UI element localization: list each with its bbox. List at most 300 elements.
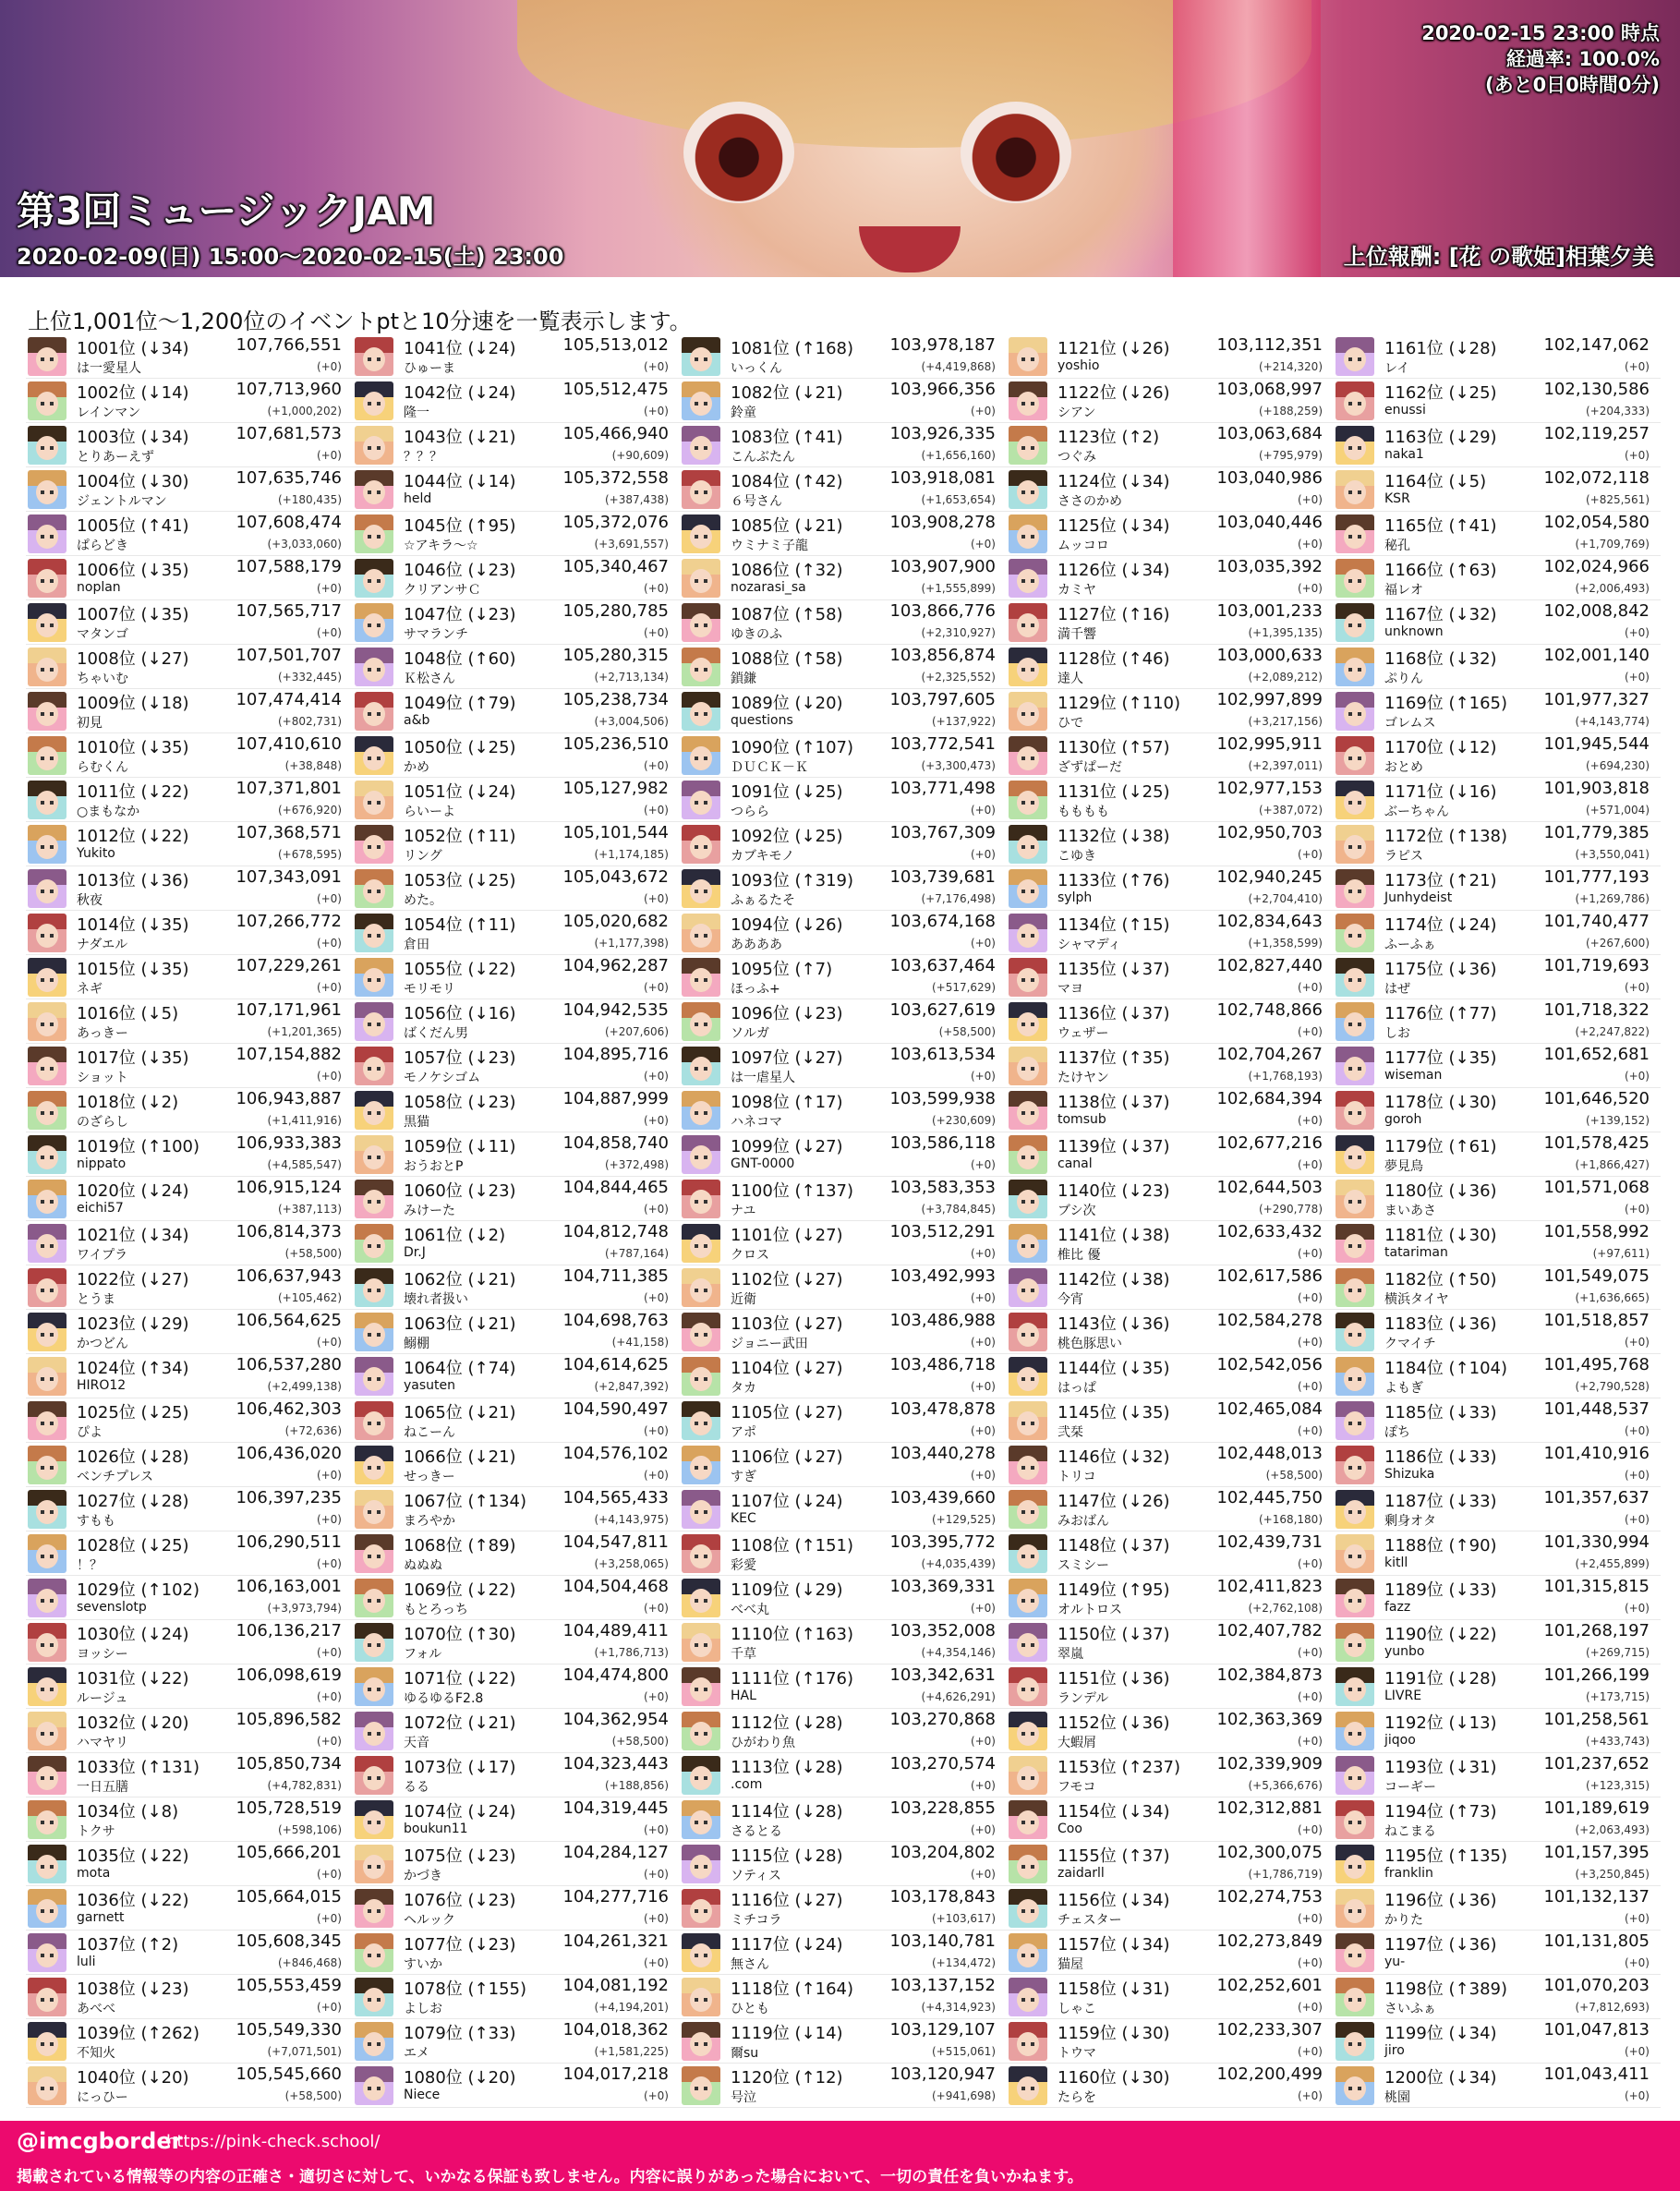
producer-name: KSR	[1384, 491, 1410, 506]
ranking-row	[353, 556, 680, 600]
ten-minute-speed: (+1,581,225)	[594, 2045, 669, 2058]
ten-minute-speed: (+0)	[1297, 2089, 1323, 2102]
ten-minute-speed: (+0)	[643, 360, 669, 373]
rank-label: 1150位 (↓37)	[1058, 1625, 1170, 1644]
idol-avatar-icon	[1009, 603, 1047, 642]
rank-label: 1076位 (↓23)	[404, 1891, 516, 1910]
event-points: 103,613,534	[889, 1045, 996, 1064]
ten-minute-speed: (+0)	[316, 1646, 342, 1659]
ten-minute-speed: (+0)	[1297, 1823, 1323, 1836]
producer-name: もとろっち	[404, 1603, 468, 1617]
ten-minute-speed: (+0)	[970, 1823, 996, 1836]
event-points: 106,933,383	[236, 1133, 342, 1153]
event-points: 107,681,573	[236, 424, 342, 443]
rank-label: 1126位 (↓34)	[1058, 561, 1170, 580]
event-points: 104,576,102	[562, 1444, 669, 1463]
producer-name: ！？	[77, 1558, 103, 1573]
ranking-row	[353, 1398, 680, 1443]
rank-label: 1105位 (↓27)	[731, 1403, 843, 1422]
producer-name: ＤＵＣＫ－Ｋ	[731, 760, 808, 775]
event-points: 101,132,137	[1543, 1887, 1650, 1907]
producer-name: ぬぬぬ	[404, 1558, 442, 1573]
avatar-eyes	[41, 623, 54, 627]
rank-label: 1026位 (↓28)	[77, 1447, 189, 1467]
event-points: 105,553,459	[236, 1976, 342, 1995]
ten-minute-speed: (+678,595)	[277, 848, 342, 861]
ranking-row	[1007, 1975, 1334, 2019]
avatar-eyes	[41, 2087, 54, 2090]
ten-minute-speed: (+0)	[1624, 2089, 1650, 2102]
event-points: 103,908,278	[889, 513, 996, 532]
ranking-row	[1334, 600, 1661, 645]
producer-name: かめ	[404, 760, 429, 775]
idol-avatar-icon	[1336, 1623, 1374, 1662]
event-points: 103,866,776	[889, 601, 996, 621]
rank-label: 1117位 (↓24)	[731, 1935, 843, 1955]
ten-minute-speed: (+598,106)	[277, 1823, 342, 1836]
ranking-row	[680, 1709, 1007, 1753]
ten-minute-speed: (+103,617)	[931, 1912, 996, 1925]
idol-avatar-icon	[682, 914, 720, 952]
producer-name: べべ丸	[731, 1603, 769, 1617]
avatar-eyes	[1021, 490, 1034, 494]
event-points: 101,777,193	[1543, 867, 1650, 887]
ranking-row	[353, 1088, 680, 1132]
producer-name: unknown	[1384, 624, 1444, 639]
producer-name: しゃこ	[1058, 2002, 1096, 2016]
ten-minute-speed: (+4,585,547)	[267, 1158, 342, 1171]
producer-name: 鈴童	[731, 406, 756, 420]
avatar-eyes	[41, 890, 54, 893]
ranking-row	[26, 822, 353, 866]
rank-label: 1070位 (↑30)	[404, 1625, 516, 1644]
ten-minute-speed: (+0)	[970, 1380, 996, 1393]
producer-name: まろやか	[404, 1514, 455, 1529]
event-points: 105,238,734	[562, 690, 669, 709]
ranking-row	[1334, 1709, 1661, 1753]
event-points: 107,766,551	[236, 335, 342, 355]
rank-label: 1156位 (↓34)	[1058, 1891, 1170, 1910]
producer-name: ハマヤリ	[77, 1736, 128, 1750]
producer-name: たけヤン	[1058, 1071, 1109, 1085]
producer-name: 千草	[731, 1647, 756, 1662]
ranking-row	[1007, 1398, 1334, 1443]
producer-name: ラピス	[1384, 849, 1423, 864]
idol-avatar-icon	[1009, 825, 1047, 864]
rank-label: 1086位 (↑32)	[731, 561, 843, 580]
avatar-eyes	[1021, 1643, 1034, 1647]
ten-minute-speed: (+372,498)	[604, 1158, 669, 1171]
ranking-row	[1007, 1931, 1334, 1975]
avatar-eyes	[695, 1333, 707, 1337]
ten-minute-speed: (+1,411,916)	[267, 1114, 342, 1127]
time-remaining: (あと0日0時間0分)	[1484, 74, 1660, 96]
ranking-grid	[26, 334, 1661, 2108]
idol-avatar-icon	[682, 1313, 720, 1351]
ranking-row	[1334, 2019, 1661, 2064]
producer-name: Niece	[404, 2088, 441, 2102]
ranking-row	[353, 645, 680, 689]
idol-avatar-icon	[1009, 381, 1047, 420]
rank-label: 1169位 (↑165)	[1384, 694, 1508, 713]
event-points: 107,410,610	[236, 734, 342, 754]
ten-minute-speed: (+0)	[1297, 493, 1323, 506]
ranking-row	[26, 1487, 353, 1531]
ranking-row	[26, 2019, 353, 2064]
rank-label: 1128位 (↑46)	[1058, 649, 1170, 669]
ranking-row	[1334, 1487, 1661, 1531]
ten-minute-speed: (+387,113)	[277, 1203, 342, 1216]
idol-avatar-icon	[355, 1047, 393, 1085]
ten-minute-speed: (+3,300,473)	[921, 759, 996, 772]
ten-minute-speed: (+3,004,506)	[594, 715, 669, 728]
producer-name: 号泣	[731, 2090, 756, 2105]
rank-label: 1118位 (↑164)	[731, 1979, 854, 1999]
event-points: 101,315,815	[1543, 1577, 1650, 1596]
rank-label: 1079位 (↑33)	[404, 2024, 516, 2043]
rank-label: 1173位 (↑21)	[1384, 871, 1497, 890]
rank-label: 1029位 (↑102)	[77, 1580, 200, 1600]
avatar-eyes	[41, 1776, 54, 1780]
ten-minute-speed: (+207,606)	[604, 1025, 669, 1038]
avatar-eyes	[695, 623, 707, 627]
idol-avatar-icon	[28, 1002, 66, 1041]
avatar-eyes	[1021, 1865, 1034, 1869]
avatar-eyes	[41, 1954, 54, 1957]
rank-label: 1066位 (↓21)	[404, 1447, 516, 1467]
event-points: 103,966,356	[889, 380, 996, 399]
producer-name: さいふぁ	[1384, 2002, 1436, 2016]
event-points: 103,440,278	[889, 1444, 996, 1463]
producer-name: tatariman	[1384, 1245, 1448, 1260]
ranking-row	[680, 423, 1007, 467]
producer-name: ハネコマ	[731, 1115, 782, 1130]
ranking-row	[680, 1088, 1007, 1132]
idol-avatar-icon	[355, 1534, 393, 1573]
producer-name: 弐栞	[1058, 1425, 1083, 1440]
rank-label: 1100位 (↑137)	[731, 1181, 854, 1201]
event-points: 107,565,717	[236, 601, 342, 621]
event-points: 107,501,707	[236, 646, 342, 665]
producer-name: ささのかめ	[1058, 494, 1122, 509]
ranking-row	[680, 1753, 1007, 1798]
event-points: 107,713,960	[236, 380, 342, 399]
rank-label: 1014位 (↓35)	[77, 915, 189, 935]
ranking-row	[680, 1620, 1007, 1664]
idol-avatar-icon	[28, 1401, 66, 1440]
ten-minute-speed: (+0)	[970, 1602, 996, 1615]
idol-avatar-icon	[1009, 426, 1047, 465]
idol-avatar-icon	[682, 1224, 720, 1263]
ten-minute-speed: (+3,033,060)	[267, 538, 342, 551]
rank-label: 1049位 (↑79)	[404, 694, 516, 713]
ranking-row	[1334, 1221, 1661, 1265]
event-points: 101,268,197	[1543, 1621, 1650, 1640]
ranking-row	[1007, 1709, 1334, 1753]
event-points: 106,098,619	[236, 1665, 342, 1685]
event-points: 101,652,681	[1543, 1045, 1650, 1064]
rank-label: 1108位 (↑151)	[731, 1536, 854, 1555]
rank-label: 1131位 (↓25)	[1058, 782, 1170, 802]
idol-avatar-icon	[28, 1313, 66, 1351]
idol-avatar-icon	[682, 559, 720, 598]
avatar-eyes	[41, 1821, 54, 1824]
ranking-row	[1007, 556, 1334, 600]
ranking-row	[680, 1443, 1007, 1487]
ten-minute-speed: (+0)	[316, 1336, 342, 1349]
ranking-row	[353, 379, 680, 423]
producer-name: シアン	[1058, 406, 1096, 420]
ten-minute-speed: (+0)	[1624, 1070, 1650, 1083]
idol-avatar-icon	[1009, 958, 1047, 997]
producer-name: nozarasi_sa	[731, 580, 806, 595]
ranking-row	[353, 689, 680, 733]
producer-name: jiqoo	[1384, 1733, 1416, 1748]
ten-minute-speed: (+0)	[970, 1735, 996, 1748]
idol-avatar-icon	[1336, 1800, 1374, 1839]
ranking-row	[680, 1265, 1007, 1310]
ten-minute-speed: (+0)	[643, 892, 669, 905]
producer-name: ブシ次	[1058, 1204, 1096, 1218]
ranking-row	[26, 1044, 353, 1088]
rank-label: 1121位 (↓26)	[1058, 339, 1170, 358]
ranking-row	[680, 334, 1007, 379]
idol-avatar-icon	[1009, 1800, 1047, 1839]
event-points: 103,395,772	[889, 1532, 996, 1552]
idol-avatar-icon	[1009, 914, 1047, 952]
avatar-eyes	[41, 535, 54, 539]
rank-label: 1195位 (↑135)	[1384, 1846, 1508, 1866]
event-points: 102,273,849	[1216, 1931, 1323, 1951]
idol-avatar-icon	[1009, 1047, 1047, 1085]
avatar-eyes	[368, 668, 381, 672]
event-points: 104,081,192	[562, 1976, 669, 1995]
event-points: 101,131,805	[1543, 1931, 1650, 1951]
ten-minute-speed: (+0)	[1624, 1602, 1650, 1615]
idol-avatar-icon	[355, 337, 393, 376]
event-points: 103,120,947	[889, 2064, 996, 2084]
idol-avatar-icon	[682, 1712, 720, 1750]
ranking-row	[353, 467, 680, 512]
idol-avatar-icon	[1336, 648, 1374, 686]
ranking-row	[353, 1576, 680, 1620]
producer-name: noplan	[77, 580, 121, 595]
avatar-eyes	[1348, 1422, 1361, 1425]
avatar-eyes	[1348, 446, 1361, 450]
rank-label: 1197位 (↓36)	[1384, 1935, 1497, 1955]
avatar-eyes	[695, 934, 707, 938]
avatar-eyes	[368, 357, 381, 361]
ranking-row	[680, 911, 1007, 955]
ten-minute-speed: (+2,325,552)	[921, 671, 996, 684]
avatar-eyes	[695, 1156, 707, 1159]
rank-label: 1040位 (↓20)	[77, 2068, 189, 2088]
ten-minute-speed: (+0)	[1624, 1469, 1650, 1482]
ranking-row	[353, 822, 680, 866]
ten-minute-speed: (+0)	[643, 1424, 669, 1437]
avatar-eyes	[368, 1555, 381, 1558]
ranking-row	[1007, 2019, 1334, 2064]
ten-minute-speed: (+941,698)	[931, 2089, 996, 2102]
producer-name: 翠嵐	[1058, 1647, 1083, 1662]
avatar-eyes	[41, 1023, 54, 1026]
event-points: 102,827,440	[1216, 956, 1323, 975]
idol-avatar-icon	[28, 648, 66, 686]
ten-minute-speed: (+230,609)	[931, 1114, 996, 1127]
producer-name: ぽち	[1384, 1425, 1410, 1440]
idol-avatar-icon	[1336, 1047, 1374, 1085]
producer-name: 壊れ者扱い	[404, 1292, 468, 1307]
ranking-row	[26, 1664, 353, 1709]
rank-label: 1137位 (↑35)	[1058, 1048, 1170, 1068]
avatar-eyes	[1021, 757, 1034, 760]
idol-avatar-icon	[355, 559, 393, 598]
producer-name: .com	[731, 1777, 763, 1792]
ten-minute-speed: (+2,310,927)	[921, 626, 996, 639]
avatar-eyes	[368, 1998, 381, 2002]
ranking-row	[353, 1044, 680, 1088]
producer-name: クリアンサＣ	[404, 583, 481, 598]
rank-label: 1187位 (↓33)	[1384, 1492, 1497, 1511]
event-points: 101,157,395	[1543, 1843, 1650, 1862]
disclaimer: 掲載されている情報等の内容の正確さ・適切さに対して、いかなる保証も致しません。内容に誤りがあった場合において、一切の責任を負いかねます。	[17, 2168, 1083, 2186]
ranking-row	[26, 2064, 353, 2108]
status-block	[1421, 20, 1660, 98]
rank-label: 1041位 (↓24)	[404, 339, 516, 358]
idol-avatar-icon	[355, 1756, 393, 1795]
avatar-eyes	[368, 1023, 381, 1026]
ten-minute-speed: (+0)	[316, 1557, 342, 1570]
idol-avatar-icon	[1336, 825, 1374, 864]
idol-avatar-icon	[28, 2066, 66, 2105]
ten-minute-speed: (+7,071,501)	[267, 2045, 342, 2058]
rank-label: 1181位 (↓30)	[1384, 1226, 1497, 1245]
idol-avatar-icon	[1336, 736, 1374, 775]
ten-minute-speed: (+1,201,365)	[267, 1025, 342, 1038]
idol-avatar-icon	[682, 1534, 720, 1573]
rank-label: 1122位 (↓26)	[1058, 383, 1170, 403]
ranking-row	[26, 955, 353, 999]
ten-minute-speed: (+0)	[1297, 1158, 1323, 1171]
rank-label: 1006位 (↓35)	[77, 561, 189, 580]
event-points: 102,072,118	[1543, 468, 1650, 488]
avatar-eyes	[41, 579, 54, 583]
ten-minute-speed: (+0)	[1624, 981, 1650, 994]
producer-name: ちゃいむ	[77, 672, 128, 686]
rank-label: 1193位 (↓31)	[1384, 1758, 1497, 1777]
event-points: 107,635,746	[236, 468, 342, 488]
ranking-row	[1334, 1088, 1661, 1132]
event-points: 104,319,445	[562, 1798, 669, 1818]
ten-minute-speed: (+0)	[316, 1690, 342, 1703]
avatar-eyes	[1348, 1156, 1361, 1159]
event-points: 101,779,385	[1543, 823, 1650, 842]
avatar-eyes	[368, 2087, 381, 2090]
twitter-handle[interactable]: @imcgborder	[17, 2128, 183, 2154]
avatar-eyes	[1021, 978, 1034, 982]
rank-label: 1037位 (↑2)	[77, 1935, 179, 1955]
avatar-eyes	[1021, 890, 1034, 893]
ranking-row	[353, 911, 680, 955]
ten-minute-speed: (+0)	[1624, 1912, 1650, 1925]
producer-name: 天音	[404, 1736, 429, 1750]
rank-label: 1097位 (↓27)	[731, 1048, 843, 1068]
avatar-eyes	[695, 1200, 707, 1204]
event-points: 102,584,278	[1216, 1311, 1323, 1330]
idol-avatar-icon	[28, 1756, 66, 1795]
ten-minute-speed: (+173,715)	[1585, 1690, 1650, 1703]
ranking-row	[1334, 1620, 1661, 1664]
ranking-row	[26, 1620, 353, 1664]
event-points: 103,068,997	[1216, 380, 1323, 399]
avatar-eyes	[695, 1643, 707, 1647]
site-url-link[interactable]: https://pink-check.school/	[166, 2132, 381, 2151]
ten-minute-speed: (+0)	[316, 981, 342, 994]
producer-name: ソルガ	[731, 1026, 769, 1041]
producer-name: held	[404, 491, 432, 506]
avatar-eyes	[1348, 1555, 1361, 1558]
event-points: 102,950,703	[1216, 823, 1323, 842]
producer-name: マヨ	[1058, 982, 1083, 997]
event-points: 102,448,013	[1216, 1444, 1323, 1463]
event-points: 105,101,544	[562, 823, 669, 842]
rank-label: 1144位 (↓35)	[1058, 1359, 1170, 1378]
ranking-row	[1334, 1044, 1661, 1088]
idol-avatar-icon	[28, 1490, 66, 1529]
producer-name: ジェントルマン	[77, 494, 167, 509]
producer-name: つらら	[731, 805, 769, 819]
producer-name: ふぁるたそ	[731, 893, 795, 908]
ranking-row	[1007, 1886, 1334, 1931]
idol-avatar-icon	[1009, 1623, 1047, 1662]
idol-avatar-icon	[1009, 1845, 1047, 1883]
ranking-row	[353, 1931, 680, 1975]
ranking-row	[26, 1886, 353, 1931]
rank-label: 1063位 (↓21)	[404, 1314, 516, 1334]
rank-label: 1010位 (↓35)	[77, 738, 189, 757]
avatar-eyes	[1348, 1776, 1361, 1780]
ten-minute-speed: (+4,143,774)	[1575, 715, 1650, 728]
ranking-row	[1007, 1221, 1334, 1265]
ten-minute-speed: (+0)	[1297, 1424, 1323, 1437]
ten-minute-speed: (+0)	[643, 1291, 669, 1304]
ranking-row	[1334, 1576, 1661, 1620]
timestamp: 2020-02-15 23:00 時点	[1421, 22, 1660, 44]
idol-avatar-icon	[28, 914, 66, 952]
ranking-row	[26, 1975, 353, 2019]
rank-label: 1120位 (↑12)	[731, 2068, 843, 2088]
avatar-eyes	[1021, 712, 1034, 716]
idol-avatar-icon	[682, 426, 720, 465]
ranking-column	[1334, 334, 1661, 2108]
ranking-row	[680, 2019, 1007, 2064]
ten-minute-speed: (+123,315)	[1585, 1779, 1650, 1792]
ranking-row	[680, 778, 1007, 822]
producer-name: ウェザー	[1058, 1026, 1109, 1041]
event-points: 107,368,571	[236, 823, 342, 842]
ten-minute-speed: (+0)	[316, 449, 342, 462]
idol-avatar-icon	[28, 1933, 66, 1972]
ranking-row	[1007, 512, 1334, 556]
ten-minute-speed: (+269,715)	[1585, 1646, 1650, 1659]
rank-label: 1163位 (↓29)	[1384, 428, 1497, 447]
producer-name: wiseman	[1384, 1068, 1443, 1083]
avatar-eyes	[1021, 1688, 1034, 1691]
producer-name: たらを	[1058, 2090, 1096, 2105]
ten-minute-speed: (+0)	[970, 848, 996, 861]
ten-minute-speed: (+515,061)	[931, 2045, 996, 2058]
ten-minute-speed: (+802,731)	[277, 715, 342, 728]
